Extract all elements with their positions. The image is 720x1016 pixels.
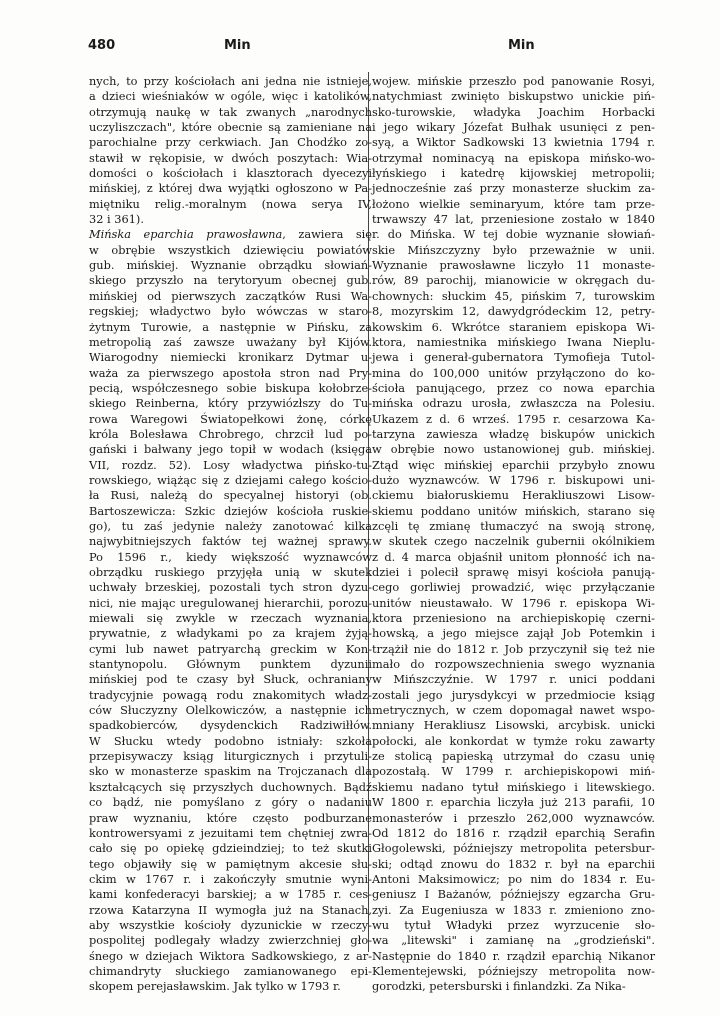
text-line: Wiarogodny niemiecki kronikarz Dytmar u- [89,350,372,365]
text-line: praw wyznaniu, które często podburzane [89,810,372,825]
text-line: w Mińszczyźnie. W 1797 r. unici poddani [372,672,655,687]
text-line: tego objawiły się w pamiętnym akcesie słu- [89,856,372,871]
text-line: w obrębie nowo ustanowionej gub. mińskiej. [372,442,655,457]
text-line: miewali się zwykle w rzeczach wyznania, [89,611,372,626]
text-line: otrzymał nominacyą na episkopa mińsko-wo- [372,150,655,165]
text-line: łyńskiego i katedrę kijowskiej metropolii; [372,166,655,181]
text-line: prywatnie, z władykami po za krajem żyją- [89,626,372,641]
text-line: mińskiej pod te czasy był Słuck, ochraniany [89,672,372,687]
text-line: Antoni Maksimowicz; po nim do 1834 r. Eu- [372,871,655,886]
text-line: śnego w dziejach Wiktora Sadkowskiego, z ar- [89,948,372,963]
text-line: mniany Herakliusz Lisowski, arcybisk. unicki [372,718,655,733]
text-line: trwawszy 47 lat, przeniesione zostało w 1840 [372,212,655,227]
text-line: regskiej; władyctwo było wówczas w staro- [89,304,372,319]
text-line: z d. 4 marca objaśnił unitom płonność ich na- [372,549,655,564]
text-line: pecią, współczesnego sobie biskupa kołobrze- [89,380,372,395]
text-line: kami konfederacyi barskiej; a w 1785 r. ces- [89,887,372,902]
text-line: Bartoszewicza: Szkic dziejów kościoła ruskie- [89,503,372,518]
text-line: waża za pierwszego apostoła stron nad Pry- [89,365,372,380]
text-line: uczyliszczach", które obecnie są zamieniane na [89,120,372,135]
text-line: gorodzki, petersburski i finlandzki. Za Nika- [372,979,626,994]
text-line: trzążił nie do 1812 r. Job przyczynił się też nie [372,641,655,656]
text-line: zyi. Za Eugeniusza w 1833 r. zmieniono zno- [372,902,655,917]
text-line: tarzyna zawiesza władzę biskupów unickich [372,426,655,441]
text-line: Następnie do 1840 r. rządził eparchią Nikanor [372,948,655,963]
text-line: mińskiej od pierwszych zaczątków Rusi Wa- [89,288,372,303]
text-line: skiego Reinberna, który przywiózłszy do Tu- [89,396,372,411]
right-column [372,74,655,995]
text-line: w obrębie wszystkich dziewięciu powiatów [89,242,372,257]
text-line: co bądź, nie pomyślano z góry o nadaniu [89,795,372,810]
page-number: 480 [88,38,116,53]
text-line: dziei i polecił sprawę misyi kościoła panują- [372,565,655,579]
text-line: najwybitniejszych faktów tej ważnej sprawy. [89,534,372,549]
text-line: dużo wyznawców. W 1796 r. biskupowi uni- [372,472,655,487]
text-line: jewa i generał-gubernatora Tymofieja Tutol- [372,350,655,365]
text-line: rowskiego, wiążąc się z dziejami całego kościo- [89,472,372,487]
text-line: monasterów i przeszło 262,000 wyznawców. [372,810,655,825]
text-line: stantynopolu. Głównym punktem dyzunii [89,657,372,672]
text-line: przepisywaczy ksiąg liturgicznych i przytuli- [89,749,372,764]
text-line: unitów nieustawało. W 1796 r. episkopa Wi- [372,595,655,610]
text-line: ktora przeniesiono na archiepiskopię czerni- [372,611,655,626]
text-line: a dzieci wieśniaków w ogóle, więc i katolików, [89,89,372,104]
text-line: Po 1596 r., kiedy większość wyznawców [89,549,372,564]
text-line: r. do Mińska. W tej dobie wyznanie słowiań- [372,227,655,242]
text-line: domości o kościołach i klasztorach dyecezyi [89,166,372,181]
text-line: aby wszystkie kościoły dyzunickie w rzeczy- [89,917,372,932]
text-line: syą, a Wiktor Sadkowski 13 kwietnia 1794 r. [372,135,655,150]
text-line: tradycyjnie powagą rodu znakomitych władz- [89,687,372,702]
text-line: ckiemu białoruskiemu Herakliuszowi Lisow- [372,488,655,503]
text-line: Od 1812 do 1816 r. rządził eparchią Serafin [372,825,655,840]
text-line: wa „litewski" i zamianę na „grodzieński". [372,933,655,948]
text-line: go), tu zaś jedynie należy zanotować kilka [89,518,372,533]
text-line: kształcących się przyszłych duchownych. Bądź [89,779,372,794]
text-line: ckim w 1767 r. i zakończyły smutnie wyni- [89,871,372,886]
running-head-right: Min [508,38,535,53]
text-line: W 1800 r. eparchia liczyła już 213 parafii, 10 [372,795,655,810]
text-line: 8, mozyrskim 12, dawydgródeckim 12, petry- [372,304,655,319]
left-column [89,74,372,995]
text-line: żytnym Turowie, a następnie w Pińsku, za [89,319,372,334]
text-line: geniusz I Bażanów, późniejszy egzarcha Gru- [372,887,655,902]
text-line: chimandryty słuckiego zamianowanego epi- [89,963,372,978]
text-line: natychmiast zwinięto biskupstwo unickie piń- [372,89,655,104]
text-line: mało do rozpowszechnienia swego wyznania [372,657,655,672]
text-line: obrządku ruskiego przyjęła unią w skutek [89,565,372,579]
text-line: ła Rusi, należą do specyalnej historyi (ob. [89,488,372,503]
text-line: 32 i 361). [89,212,144,227]
text-line: kontrowersyami z jezuitami tem chętniej zwra- [89,825,372,840]
text-line: ze stolicą papieską utrzymał do czasu unię [372,749,655,764]
text-line: VII, rozdz. 52). Losy władyctwa pińsko-tu- [89,457,372,472]
text-line: łożono wielkie seminaryum, które tam prze- [372,196,655,211]
text-line: metropolią zaś zawsze uważany był Kijów. [89,334,372,349]
text-line: W Słucku wtedy podobno istniały: szkoła [89,733,372,748]
text-line: mińskiej, z której dwa wyjątki ogłoszono w Pa- [89,181,372,196]
text-line: połocki, ale konkordat w tymże roku zawarty [372,733,655,748]
text-line: skopem perejasławskim. Jak tylko w 1793 r. [89,979,341,994]
text-line: skie Mińszczyzny było przeważnie w unii. [372,242,655,257]
text-line: chownych: słuckim 45, pińskim 7, turowskim [372,288,655,303]
text-line: zcęli tę zmianę tłumaczyć na swoją stronę, [372,518,655,533]
page-header [88,38,658,58]
text-line: Wyznanie prawosławne liczyło 11 monaste- [372,258,655,273]
text-line: metrycznych, w czem dopomagał nawet wspo- [372,703,655,718]
text-line: i jego wikary Józefat Bułhak usunięci z pen- [372,120,655,135]
text-line: parochialne przy cerkwiach. Jan Chodźko zo- [89,135,372,150]
text-line: skiego przyszło na terytoryum obecnej gub. [89,273,372,288]
text-line: króla Bolesława Chrobrego, chrzcił lud po- [89,426,372,441]
text-line: sko-turowskie, władyka Joachim Horbacki [372,104,655,119]
text-line: ców Słuczyzny Olelkowiczów, a następnie ich [89,703,372,718]
text-line: gański i bałwany jego topił w wodach (księga [89,442,372,457]
text-line: otrzymują naukę w tak zwanych „narodnych [89,104,372,119]
text-line: miętniku relig.-moralnym (nowa serya IV, [89,196,372,211]
text-line: spadkobierców, dysydenckich Radziwiłłów. [89,718,372,733]
text-line: jednocześnie zaś przy monasterze słuckim za- [372,181,655,196]
text-line: skiemu poddano unitów mińskich, starano się [372,503,655,518]
text-line: howską, a jego miejsce zajął Job Potemkin i [372,626,655,641]
text-line: cego gorliwiej prowadzić, więc przyłączanie [372,580,655,595]
text-line: uchwały brzeskiej, pozostali tych stron dyzu- [89,580,372,595]
text-line: zostali jego jurysdykcyi w przedmiocie ksiąg [372,687,655,702]
text-line: sko w monasterze spaskim na Trojczanach dla [89,764,372,779]
text-line: Głogolewski, późniejszy metropolita petersbur- [372,841,655,856]
text-line: pozostałą. W 1799 r. archiepiskopowi miń- [372,764,655,779]
text-line: ktora, namiestnika mińskiego Iwana Nieplu- [372,334,655,349]
text-line: Ukazem z d. 6 wrześ. 1795 r. cesarzowa Ka- [372,411,655,426]
text-line: rów, 89 parochij, mianowicie w okręgach du- [372,273,655,288]
text-line: wojew. mińskie przeszło pod panowanie Rosyi, [372,74,655,88]
text-line: mina do 100,000 unitów przyłączono do ko- [372,365,655,380]
text-line: Mińska eparchia prawosławna, zawiera się [89,227,372,242]
running-head-left: Min [224,38,251,53]
text-line: ścioła panującego, przez co nowa eparchia [372,380,655,395]
text-line: cymi lub nawet patryarchą greckim w Kon- [89,641,372,656]
text-line: Ztąd więc mińskiej eparchii przybyło znowu [372,457,655,472]
text-line: wu tytuł Władyki przez wyrzucenie sło- [372,917,655,932]
text-line: rzowa Katarzyna II wymogła już na Stanach, [89,902,372,917]
text-line: rowa Waregowi Światopełkowi żonę, córkę [89,411,372,426]
text-line: w skutek czego naczelnik gubernii okólnikiem [372,534,655,549]
text-line: kowskim 6. Wkrótce staraniem episkopa Wi- [372,319,655,334]
text-line: nych, to przy kościołach ani jedna nie istnieje, [89,74,372,88]
text-line: gub. mińskiej. Wyznanie obrządku słowiań- [89,258,372,273]
text-line: mińska odrazu urosła, zwłaszcza na Polesiu. [372,396,655,411]
text-line: cało się po opiekę gdzieindziej; to też skutki [89,841,372,856]
text-line: Klementejewski, późniejszy metropolita now- [372,963,655,978]
text-line: ski; odtąd znowu do 1832 r. był na eparchii [372,856,655,871]
text-line: pospolitej podlegały władzy zwierzchniej gło- [89,933,372,948]
text-line: stawił w rękopisie, w dwóch poszytach: Wia- [89,150,372,165]
text-line: skiemu nadano tytuł mińskiego i litewskiego. [372,779,655,794]
text-line: nici, nie mając uregulowanej hierarchii, porozu- [89,595,372,610]
